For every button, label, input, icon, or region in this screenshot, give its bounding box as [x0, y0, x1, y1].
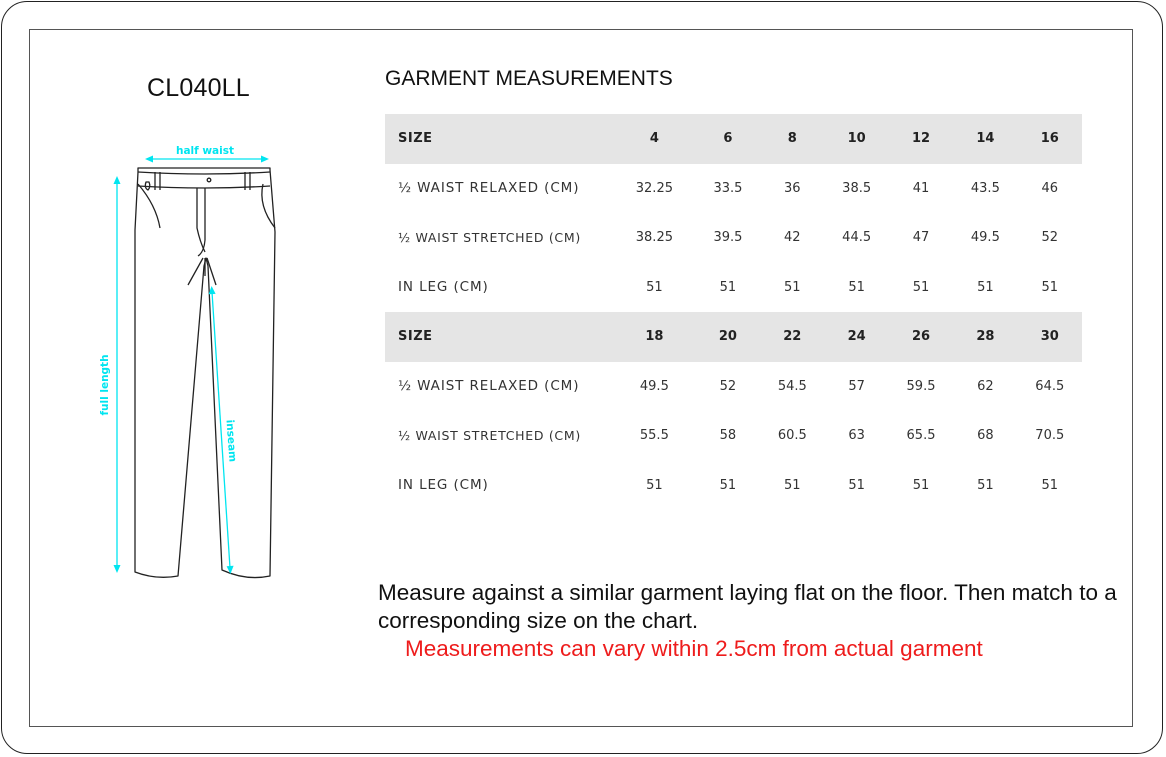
- value-cell: 51: [912, 477, 930, 493]
- full-length-arrow: [114, 176, 121, 573]
- size-label: SIZE: [385, 114, 613, 164]
- value-cell: 54.5: [777, 378, 807, 394]
- measuring-note: Measure against a similar garment laying flat on the floor. Then match to a corresponding size on the chart.: [378, 580, 1117, 633]
- size-header-row: [385, 114, 1082, 164]
- product-code: CL040LL: [147, 74, 250, 102]
- value-cell: 51: [784, 279, 801, 295]
- value-cell: 59.5: [906, 378, 936, 394]
- row-label: ½ WAIST RELAXED (CM): [398, 378, 580, 395]
- value-cell: 63: [848, 428, 865, 444]
- value-cell: 70.5: [1035, 428, 1065, 444]
- size-label: SIZE: [385, 312, 613, 362]
- value-cell: 58: [719, 428, 737, 444]
- value-cell: 51: [1041, 279, 1059, 295]
- value-cell: 44.5: [842, 230, 872, 246]
- row-label: ½ WAIST RELAXED (CM): [398, 180, 580, 197]
- row-label: IN LEG (CM): [398, 279, 489, 296]
- size-cell: 26: [889, 312, 953, 362]
- pants-outline: [135, 168, 275, 578]
- row-label: ½ WAIST STRETCHED (CM): [398, 428, 581, 444]
- size-cell: 10: [824, 114, 888, 164]
- in-leg-row: [385, 263, 1082, 313]
- variance-warning: Measurements can vary within 2.5cm from actual garment: [405, 636, 983, 661]
- value-cell: 51: [912, 279, 930, 295]
- value-cell: 55.5: [639, 428, 669, 444]
- value-cell: 62: [977, 378, 994, 394]
- size-cell: 14: [953, 114, 1017, 164]
- size-cell: 6: [696, 114, 760, 164]
- value-cell: 49.5: [639, 378, 669, 394]
- value-cell: 33.5: [713, 180, 743, 196]
- value-cell: 47: [912, 230, 930, 246]
- full-length-label: full length: [99, 354, 111, 416]
- value-cell: 38.5: [842, 180, 872, 196]
- row-label: ½ WAIST STRETCHED (CM): [398, 230, 581, 246]
- value-cell: 51: [848, 279, 865, 295]
- size-cell: 4: [613, 114, 696, 164]
- in-leg-row: [385, 461, 1082, 511]
- value-cell: 51: [646, 279, 663, 295]
- value-cell: 51: [848, 477, 865, 493]
- value-cell: 42: [784, 230, 801, 246]
- value-cell: 51: [719, 279, 737, 295]
- value-cell: 60.5: [777, 428, 807, 444]
- size-cell: 30: [1018, 312, 1082, 362]
- waist-relaxed-row: [385, 164, 1082, 214]
- size-cell: 28: [953, 312, 1017, 362]
- value-cell: 39.5: [713, 230, 743, 246]
- waist-stretched-row: [385, 213, 1082, 263]
- value-cell: 65.5: [906, 428, 936, 444]
- waist-stretched-row: [385, 411, 1082, 461]
- section-title: GARMENT MEASUREMENTS: [385, 67, 673, 90]
- value-cell: 51: [977, 279, 994, 295]
- value-cell: 36: [784, 180, 801, 196]
- value-cell: 57: [848, 378, 865, 394]
- size-cell: 8: [760, 114, 824, 164]
- value-cell: 49.5: [970, 230, 1000, 246]
- value-cell: 51: [1041, 477, 1059, 493]
- value-cell: 52: [1041, 230, 1059, 246]
- value-cell: 38.25: [635, 230, 673, 246]
- size-header-row: [385, 312, 1082, 362]
- pants-diagram: [90, 135, 290, 585]
- value-cell: 43.5: [970, 180, 1000, 196]
- value-cell: 64.5: [1035, 378, 1065, 394]
- size-cell: 18: [613, 312, 696, 362]
- value-cell: 68: [977, 428, 994, 444]
- value-cell: 51: [646, 477, 663, 493]
- value-cell: 46: [1041, 180, 1059, 196]
- value-cell: 32.25: [635, 180, 673, 196]
- value-cell: 41: [912, 180, 930, 196]
- size-cell: 24: [824, 312, 888, 362]
- measurement-table: [385, 114, 1082, 510]
- waist-relaxed-row: [385, 362, 1082, 412]
- size-cell: 16: [1018, 114, 1082, 164]
- half-waist-label: half waist: [175, 145, 235, 157]
- value-cell: 51: [977, 477, 994, 493]
- value-cell: 52: [719, 378, 737, 394]
- size-cell: 12: [889, 114, 953, 164]
- value-cell: 51: [719, 477, 737, 493]
- value-cell: 51: [784, 477, 801, 493]
- inseam-label: inseam: [223, 419, 239, 463]
- size-cell: 20: [696, 312, 760, 362]
- size-cell: 22: [760, 312, 824, 362]
- row-label: IN LEG (CM): [398, 477, 489, 494]
